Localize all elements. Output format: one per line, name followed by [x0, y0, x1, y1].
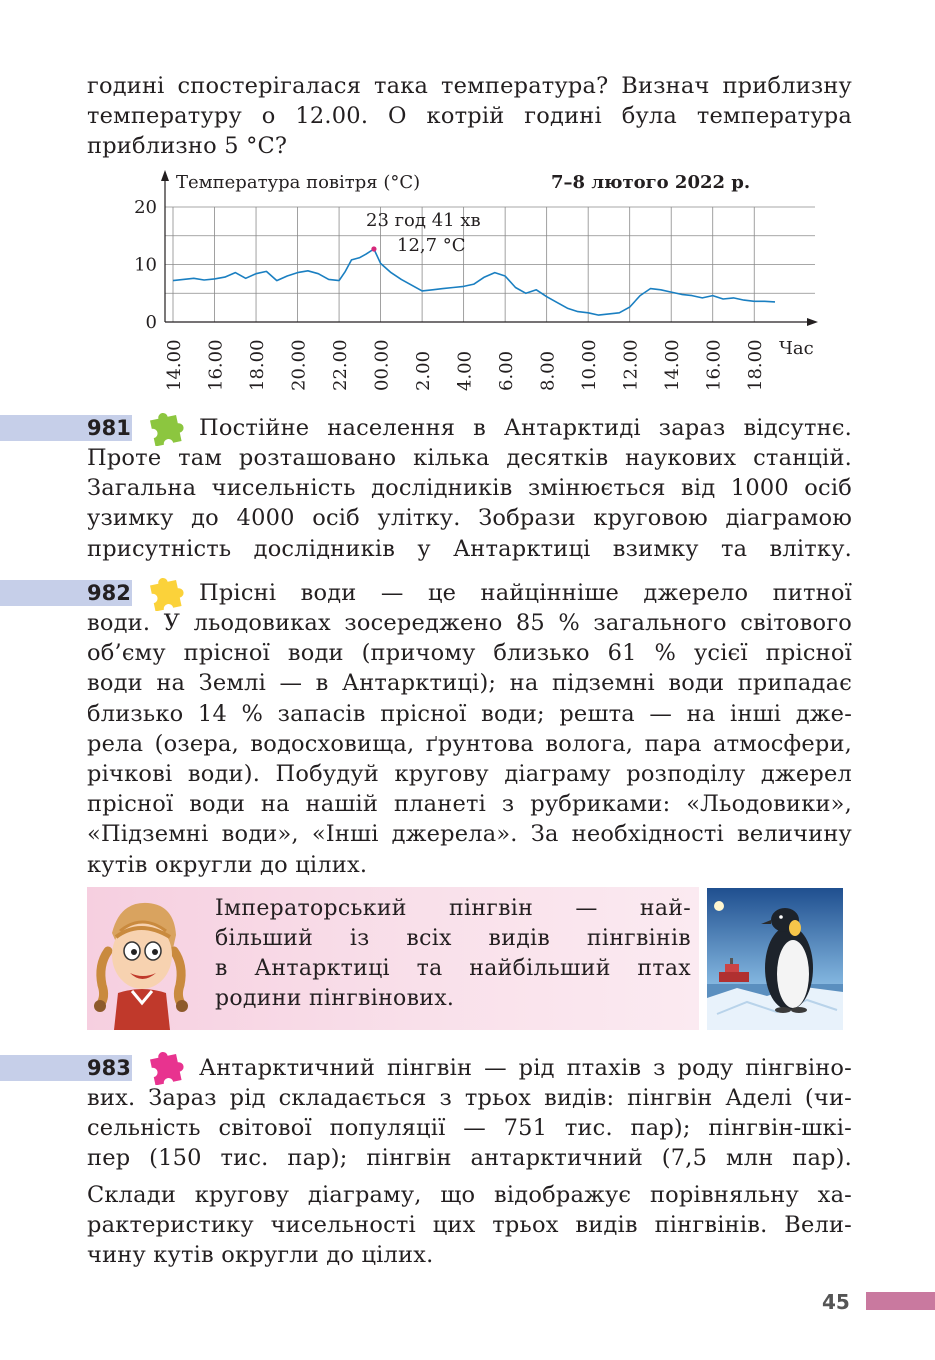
- x-tick-label: 2.00: [413, 350, 435, 391]
- task-983-first-line: Антарктичний пінгвін — рід птахів з роду пінгвіно-: [199, 1055, 852, 1081]
- task-982-line: річкові води). Побудуй кругову діаграму розподілу джерел: [87, 761, 852, 788]
- task-983-line: рактеристику чисельності цих трьох видів пінгвінів. Вели-: [87, 1212, 852, 1239]
- chart-ticks: [134, 197, 766, 391]
- chart-title: Температура повітря (°C): [176, 172, 421, 193]
- x-tick-label: 20.00: [288, 339, 310, 391]
- puzzle-yellow-icon: [146, 573, 184, 611]
- task-982-first-line: Прісні води — це найцінніше джерело питної: [199, 580, 852, 606]
- x-tick-label: 14.00: [662, 339, 684, 391]
- x-tick-label: 22.00: [330, 339, 352, 391]
- intro-line: температуру о 12.00. О котрій годині була температура: [87, 103, 852, 130]
- x-axis-arrow: [807, 318, 818, 326]
- task-983-line: чину кутів округли до цілих.: [87, 1242, 434, 1269]
- task-982-line: прісної води на нашій планеті з рубриками: «Льодовики»,: [87, 791, 852, 818]
- task-981-line: присутність дослідників у Антарктиці взимку та влітку.: [87, 535, 852, 562]
- info-line: більший із всіх видів пінгвінів: [215, 926, 691, 951]
- x-tick-label: 16.00: [703, 339, 725, 391]
- annotation-time: 23 год 41 хв: [366, 210, 481, 231]
- puzzle-pink-icon: [146, 1047, 184, 1085]
- task-982-line: рела (озера, водосховища, ґрунтова волога, пара атмосфери,: [87, 730, 852, 757]
- task-981-line: Загальна чисельність дослідників змінюється від 1000 осіб: [87, 475, 852, 502]
- task-983-number: 983: [87, 1056, 131, 1080]
- task-981-text: [87, 443, 852, 564]
- temperature-line: [173, 249, 775, 315]
- x-tick-label: 12.00: [620, 339, 642, 391]
- task-983-line: вих. Зараз рід складається з трьох видів: пінгвін Аделі (чи-: [87, 1085, 852, 1111]
- y-tick-label: 10: [134, 254, 157, 276]
- intro-line: приблизно 5 °C?: [87, 133, 288, 160]
- x-tick-label: 10.00: [579, 339, 601, 391]
- y-tick-label: 0: [145, 312, 157, 333]
- page-number: 45: [822, 1290, 850, 1314]
- x-tick-label: 6.00: [496, 350, 518, 391]
- task-981-line: Проте там розташовано кілька десятків наукових станцій.: [87, 445, 852, 471]
- puzzle-green-icon: [146, 408, 184, 446]
- x-axis-label: Час: [779, 338, 814, 359]
- x-tick-label: 00.00: [371, 339, 393, 391]
- chart-date: 7–8 лютого 2022 р.: [551, 172, 751, 193]
- x-tick-label: 8.00: [537, 350, 559, 391]
- x-tick-label: 18.00: [247, 339, 269, 391]
- task-981-first-line: Постійне населення в Антарктиді зараз відсутнє.: [199, 415, 852, 441]
- task-982-line: близько 14 % запасів прісної води; решта — на інші дже-: [87, 700, 852, 727]
- chart-series: [173, 246, 775, 315]
- page-number-bar: [866, 1292, 935, 1310]
- chart-grid: [165, 207, 815, 322]
- task-982-number: 982: [87, 581, 131, 605]
- x-tick-label: 18.00: [745, 339, 767, 391]
- girl-illustration: [90, 893, 190, 1030]
- info-text: [215, 894, 691, 1014]
- task-983-line: пер (150 тис. пар); пінгвін антарктичний (7,5 млн пар).: [87, 1145, 852, 1172]
- penguin-photo: [707, 888, 843, 1030]
- task-982-text: [87, 608, 852, 880]
- task-981-line: узимку до 4000 осіб улітку. Зобрази круговою діаграмою: [87, 505, 852, 532]
- info-line: Імператорський пінгвін — най-: [215, 896, 691, 921]
- intro-line: годині спостерігалася така температура? Визнач приблизну: [87, 73, 852, 99]
- annotation-point: [371, 246, 376, 251]
- task-981-number: 981: [87, 416, 131, 440]
- task-982-line: кутів округли до цілих.: [87, 851, 368, 878]
- x-tick-label: 4.00: [454, 350, 476, 391]
- intro-paragraph: [87, 71, 852, 162]
- y-tick-label: 20: [134, 197, 157, 218]
- info-line: родини пінгвінових.: [215, 986, 455, 1011]
- task-982-line: води на Землі — в Антарктиці); на підземні води припадає: [87, 670, 852, 697]
- task-983-text: [87, 1083, 852, 1174]
- y-axis-arrow: [161, 170, 169, 181]
- task-982-line: води. У льодовиках зосереджено 85 % загального світового: [87, 610, 852, 636]
- task-982-line: об’єму прісної води (причому близько 61 % усієї прісної: [87, 640, 852, 667]
- info-line: в Антарктиці та найбільший птах: [215, 956, 691, 981]
- task-982-line: «Підземні води», «Інші джерела». За необхідності величину: [87, 821, 852, 848]
- task-983-text-2: [87, 1180, 852, 1271]
- chart-axes: [161, 170, 818, 326]
- x-tick-label: 16.00: [205, 339, 227, 391]
- task-983-line: сельність світової популяції — 751 тис. пар); пінгвін-шкі-: [87, 1115, 852, 1142]
- task-983-line: Склади кругову діаграму, що відображує порівняльну ха-: [87, 1182, 852, 1208]
- temperature-chart: [0, 0, 935, 400]
- x-tick-label: 14.00: [164, 339, 185, 391]
- annotation-value: 12,7 °C: [397, 235, 466, 256]
